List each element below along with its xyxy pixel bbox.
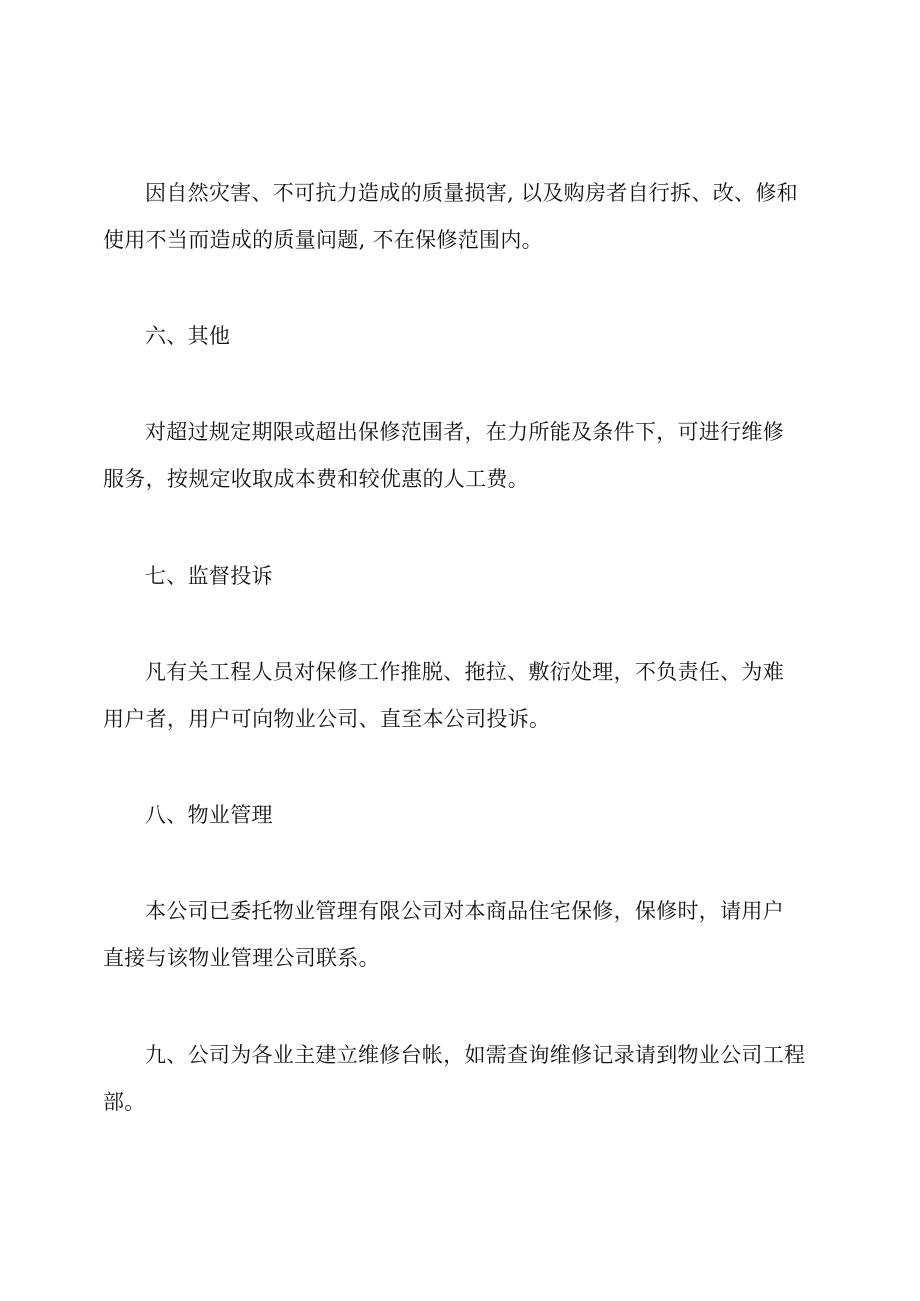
paragraph-natural-disaster	[103, 170, 825, 264]
paragraph-line: 对超过规定期限或超出保修范围者，在力所能及条件下，可进行维修	[145, 420, 784, 444]
paragraph-line: 服务，按规定收取成本费和较优惠的人工费。	[103, 467, 529, 491]
paragraph-other	[103, 409, 825, 503]
paragraph-line: 用户者，用户可向物业公司、直至本公司投诉。	[103, 707, 551, 731]
section-heading-eight: 八、物业管理	[145, 803, 273, 827]
paragraph-line: 使用不当而造成的质量问题, 不在保修范围内。	[103, 228, 543, 252]
paragraph-line: 部。	[103, 1090, 146, 1114]
paragraph-line: 凡有关工程人员对保修工作推脱、拖拉、敷衍处理，不负责任、为难	[145, 660, 784, 684]
paragraph-complaint	[103, 649, 825, 743]
paragraph-line: 直接与该物业管理公司联系。	[103, 946, 380, 970]
paragraph-line: 因自然灾害、不可抗力造成的质量损害, 以及购房者自行拆、改、修和	[145, 181, 798, 205]
paragraph-property	[103, 888, 825, 982]
paragraph-line: 九、公司为各业主建立维修台帐，如需查询维修记录请到物业公司工程	[145, 1043, 806, 1067]
section-heading-seven: 七、监督投诉	[145, 564, 273, 588]
section-heading-six: 六、其他	[145, 324, 231, 348]
paragraph-line: 本公司已委托物业管理有限公司对本商品住宅保修，保修时，请用户	[145, 899, 784, 923]
paragraph-nine	[103, 1032, 825, 1126]
